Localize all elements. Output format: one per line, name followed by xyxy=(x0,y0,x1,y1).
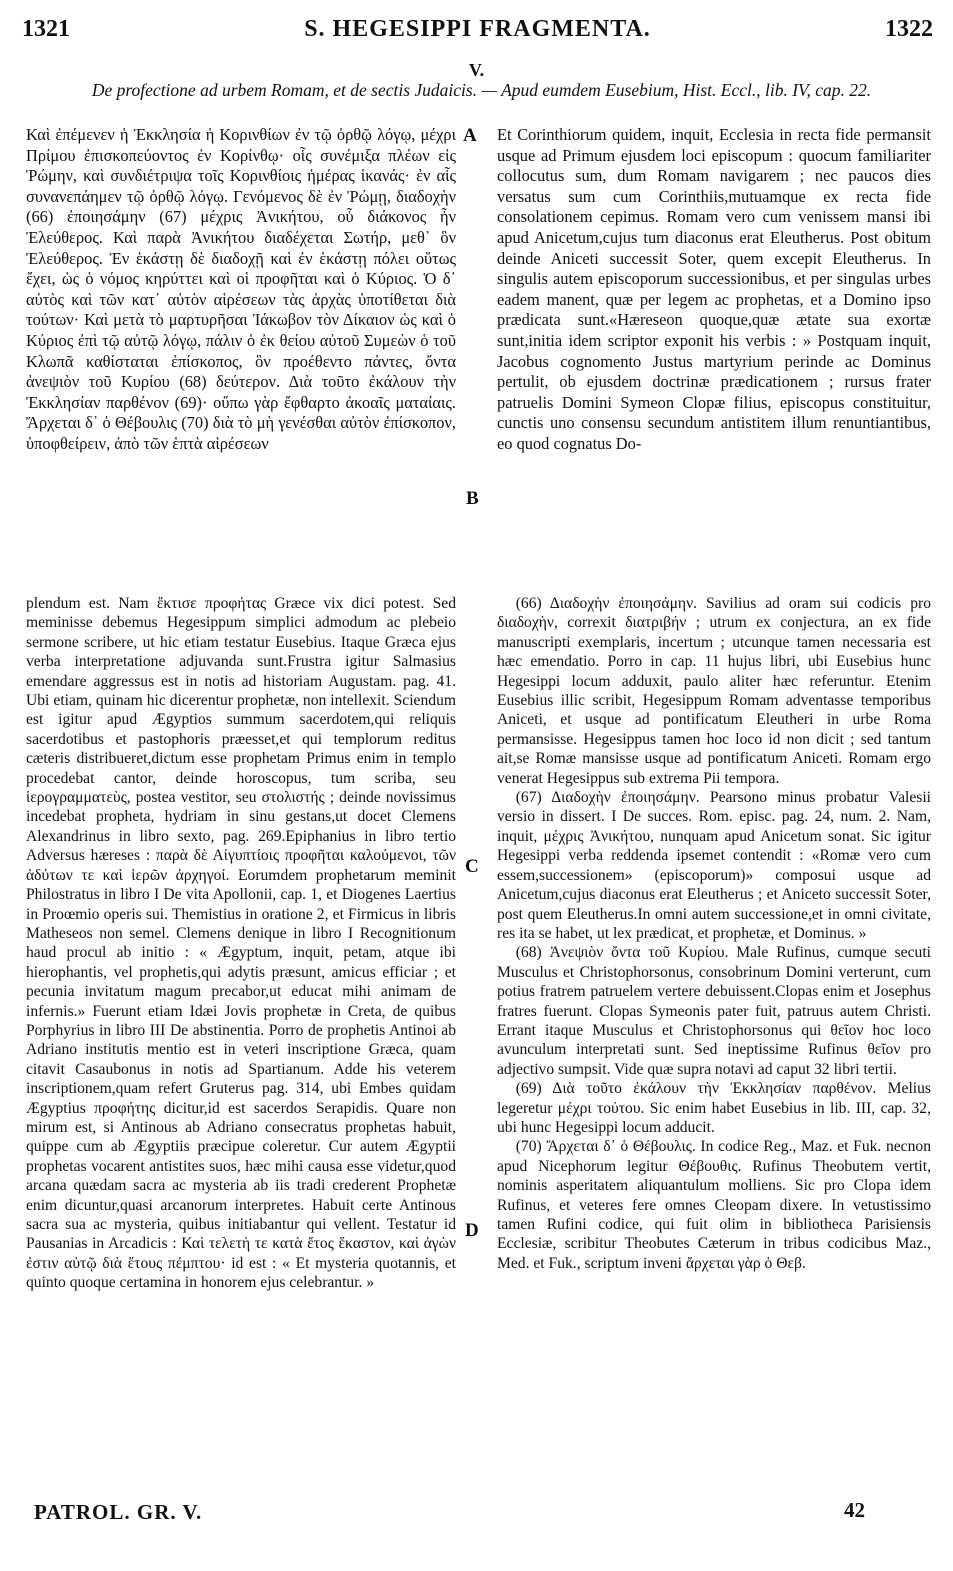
running-title: S. HEGESIPPI FRAGMENTA. xyxy=(304,16,651,42)
section-number: V. xyxy=(468,60,485,80)
printer-signature: PATROL. GR. V. xyxy=(34,1500,203,1524)
note-69: (69) Διὰ τοῦτο ἐκάλουν τὴν Ἐκκλησίαν παρθένον. Melius legeretur μέχρι τούτου. Sic enim habet Eusebius in lib. III, cap. 32, ubi hunc Hegesippi locum adducit. xyxy=(497,1080,931,1136)
note-67: (67) Διαδοχὴν ἐποιησάμην. Pearsono minus probatur Valesii versio in dissert. I De succes. Rom. episc. pag. 24, num. 2. Nam, inquit, μέχρις Ἀνικήτου, nunquam apud Anicetum sonat. Sic igitur Hegesippi verba reddenda ipsemet contendit : «Romæ vero cum essem,successionem» (episcoporum)» composui usque ad Anicetum,cujus diaconus erat Eleutherus ; et Aniceto successit Soter, post quem Eleutherus.In omni autem successione,et in omni civitate, res ita se habet, ut lex prædicat, et prophetæ, et Dominus. » xyxy=(497,789,931,942)
page-number-left: 1321 xyxy=(22,16,70,42)
greek-text-column: Καὶ ἐπέμενεν ἡ Ἐκκλησία ἡ Κορινθίων ἐν τῷ ὀρθῷ λόγῳ, μέχρι Πρίμου ἐπισκοπεύοντος ἐν Κορίνθῳ· οἷς συνέμιξα πλέων εἰς Ῥώμην, καὶ συνδιέτριψα τοῖς Κορινθίοις ἡμέρας ἱκανάς· ἐν αἷς συνανεπάημεν τῷ ὀρθῷ λόγῳ. Γενόμενος δὲ ἐν Ῥώμῃ, διαδοχὴν (66) ἐποιησάμην (67) μέχρις Ἀνικήτου, οὗ διάκονος ἦν Ἐλεύθερος. Καὶ παρὰ Ἀνικήτου διαδέχεται Σωτήρ, μεθ᾽ ὃν Ἐλεύθερος. Ἐν ἑκάστῃ δὲ διαδοχῇ καὶ ἐν ἑκάστῃ πόλει οὕτως ἔχει, ὡς ὁ νόμος κηρύττει καὶ οἱ προφῆται καὶ ὁ Κύριος. Ὁ δ᾽ αὐτὸς καὶ τῶν κατ᾽ αὐτὸν αἱρέσεων τὰς ἀρχὰς ὑποτίθεται διὰ τούτων· Καὶ μετὰ τὸ μαρτυρῆσαι Ἰάκωβον τὸν Δίκαιον ὡς καὶ ὁ Κύριος ἐπὶ τῷ αὐτῷ λόγῳ, πάλιν ὁ ἐκ θείου αὐτοῦ Συμεὼν ὁ τοῦ Κλωπᾶ καθίσταται ἐπίσκοπος, ὃν προέθεντο πάντες, ὄντα ἀνεψιὸν τοῦ Κυρίου (68) δεύτερον. Διὰ τοῦτο ἐκάλουν τὴν Ἐκκλησίαν παρθένον (69)· οὔπω γὰρ ἔφθαρτο ἀκοαῖς ματαίαις. Ἄρχεται δ᾽ ὁ Θέβουλις (70) διὰ τὸ μὴ γενέσθαι αὐτὸν ἐπίσκοπον, ὑποφθείρειν, ἀπὸ τῶν ἑπτὰ αἱρέσεων xyxy=(26,125,456,453)
margin-marker-b: B xyxy=(466,488,479,509)
right-notes-column xyxy=(497,594,931,1273)
running-header xyxy=(22,16,933,48)
note-68: (68) Ἀνεψιὸν ὄντα τοῦ Κυρίου. Male Rufinus, cumque secuti Musculus et Christophorsonus, consobrinum Domini verterunt, cum potius fratrem patruelem vertere debuissent.Clopas enim et Josephus fratres fuerunt. Clopas Symeonis pater fuit, patruus autem Christi. Errant itaque Musculus et Christophorsonus qui θεῖον hoc loco avunculum interpretati sunt. Sed ineptissime Rufinus θεῖον pro adjectivo sumpsit. Vide quæ supra notavi ad caput 32 libri tertii. xyxy=(497,944,931,1078)
section-title: De profectione ad urbem Romam, et de sectis Judaicis. — Apud eumdem Eusebium, Hist. Eccl., lib. IV, cap. 22. xyxy=(91,80,872,100)
margin-marker-c: C xyxy=(465,856,479,877)
signature-number: 42 xyxy=(844,1498,865,1522)
page-number-right: 1322 xyxy=(885,16,933,42)
latin-translation-column: Et Corinthiorum quidem, inquit, Ecclesia in recta fide permansit usque ad Primum ejusdem loci episcopum : quocum familiariter collocutus sum, dum Romam navigarem ; nec paucos dies versatus sum cum Corinthiis,mutuamque ex recta fide consolationem cepimus. Romam vero cum venissem mansi ibi apud Anicetum,cujus tum diaconus erat Eleutherus. Post obitum deinde Aniceti successit Soter, quem excepit Eleutherus. In singulis autem episcoporum successionibus, et per singulas urbes eadem manent, quæ per legem ac prophetas, et a Domino ipso prædicata sunt.«Hæreseon quoque,quæ ætate sua exortæ sunt,initia idem scriptor exponit his verbis : » Postquam inquit, Jacobus cognomento Justus martyrium perinde ac Dominus pertulit, ob ejusdem doctrinæ prædicationem ; rursus frater patruelis Domini Symeon Clopæ filius, episcopus constituitur, cunctis uno consensu secundum antistitem illum renuntiantibus, eo quod cognatus Do- xyxy=(497,125,931,453)
left-notes-column: plendum est. Nam ἔκτισε προφήτας Græce vix dici potest. Sed meminisse debemus Hegesippum simplici admodum ac plebeio sermone scribere, ut hic etiam testatur Eusebius. Itaque Græca ejus verba interpretatione adjuvanda sunt.Frustra igitur Salmasius emendare aggressus est in notis ad historiam Augustam. pag. 41. Ubi etiam, quinam hic dicerentur prophetæ, non intellexit. Sciendum est igitur apud Ægyptios summum sacerdotem,qui reliquis sacerdotibus et pastophoris præesset,et qui templorum reditus cæteris distribueret,dictum esse prophetam Primus enim in templo procedebat cantor, deinde horoscopus, tum scriba, seu ἱερογραμματεὺς, postea vestitor, seu στολιστής ; deinde novissimus incedebat propheta, hydriam in sinu gestans,ut docet Clemens Alexandrinus in libro sexto, pag. 269.Epiphanius in libro tertio Adversus hæreses : παρὰ δὲ Αἰγυπτίοις προφῆται καλούμενοι, τῶν ἀδύτων τε καὶ ἱερῶν ἀρχηγοί. Eorumdem prophetarum meminit Philostratus in libro I De vita Apollonii, cap. 1, et Diogenes Laertius in Proœmio operis sui. Themistius in oratione 2, et Firmicus in libris Matheseos non semel. Clemens denique in libro I Recognitionum haud procul ab initio : « Ægyptum, inquit, petam, atque ibi hierophantis, vel prophetis,qui adytis præsunt, amicus efficiar ; et pecunia invitatum magum precabor,ut educat mihi animam de infernis.» Fuerunt etiam Idæi Jovis prophetæ in Creta, de quibus Porphyrius in libro III De abstinentia. Porro de prophetis Antinoi ab Adriano institutis mentio est in veteri inscriptione Græca, quam citavit Casaubonus in notis ad Spartianum. Adde his veterem inscriptionem,quam refert Gruterus pag. 314, ubi Embes quidam Ægyptius προφήτης dicitur,id est sacerdos Serapidis. Quare non mirum est, si Antinous ab Adriano consecratus prophetas habuit, quippe cum ab Ægyptiis præcipue coleretur. Cur autem Ægyptii prophetas vocarent antistites suos, hæc mihi causa esse videtur,quod arcana quædam sacra ac mysteria ab iis tradi crederent Prophetæ enim dicuntur,quasi arcanorum interpretes. Habuit certe Antinous sacra sua ac mysteria, quibus initiabantur qui vellent. Testatur id Pausanias in Arcadicis : Καὶ τελετὴ τε κατὰ ἔτος ἕκαστον, καὶ ἀγὼν ἐστιν αὐτῷ διὰ ἔτους πέμπτου· id est : « Et mysteria quotannis, et quinto quoque certamina in honorem ejus celebrantur. » xyxy=(26,595,456,1292)
note-66: (66) Διαδοχὴν ἐποιησάμην. Savilius ad oram sui codicis pro διαδοχὴν, correxit διατριβήν ; utrum ex conjectura, an ex fide manuscripti exemplaris, incertum ; utcunque tamen necessaria est hæc emendatio. Porro in cap. 11 hujus libri, ubi Eusebius hunc Hegesippi locum adduxit, paulo aliter hæc referuntur. Etenim Eusebius illic scribit, Hegesippum Romam adventasse temporibus Aniceti, et usque ad pontificatum Eleutheri in urbe Roma permansisse. Hegesippus tamen hoc loco id non dicit ; sed tantum ait,se Romæ mansisse usque ad pontificatum Aniceti. Romam ergo venerat Hegesippus sub extrema Pii tempora. xyxy=(497,595,931,787)
margin-marker-a: A xyxy=(463,125,477,146)
margin-marker-d: D xyxy=(465,1220,479,1241)
note-70: (70) Ἄρχεται δ᾽ ὁ Θέβουλις. In codice Reg., Maz. et Fuk. necnon apud Nicephorum legitur Θέβουθις. Rufinus Theobutem vertit, nominis asperitatem aliquantulum molliens. Sic pro Clopa idem Rufinus, et veteres fere omnes Cleopam dixere. In vetustissimo tamen Rufini codice, qui fuit olim in bibliotheca Parisiensis Ecclesiæ, scribitur Theobutes Cæterum in tribus codicibus Maz., Med. et Fuk., scriptum inveni ἄρχεται γὰρ ὁ Θεβ. xyxy=(497,1138,931,1272)
